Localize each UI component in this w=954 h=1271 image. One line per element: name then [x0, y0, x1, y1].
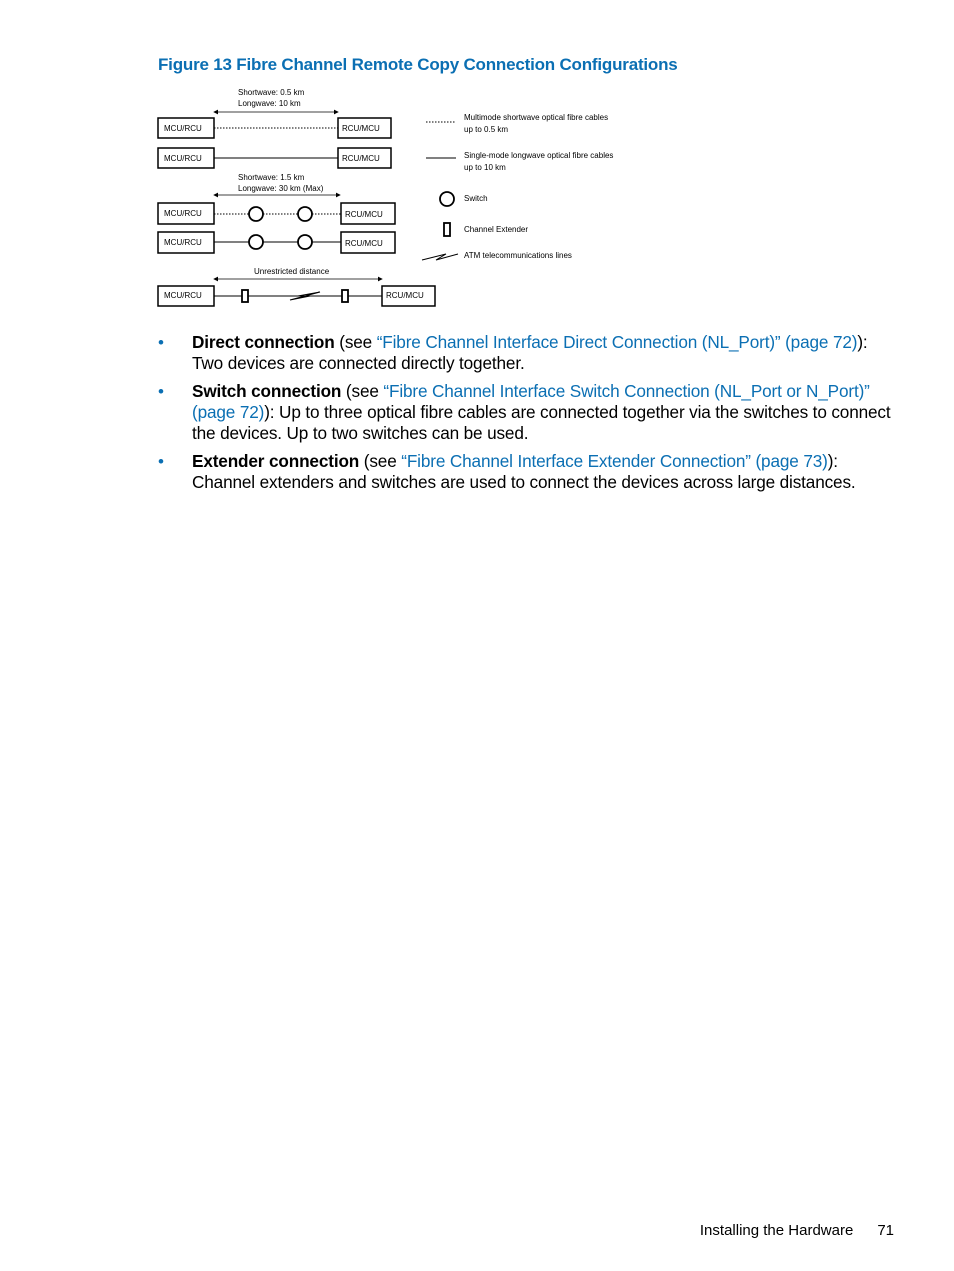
bullet-text: ): Channel extenders and switches are used to connect the devices across large distances.: [192, 451, 856, 492]
distance-label-longwave-10: Longwave: 10 km: [238, 99, 301, 108]
legend-switch-icon: [440, 192, 454, 206]
switch-icon: [298, 207, 312, 221]
figure-title: Figure 13 Fibre Channel Remote Copy Connection Configurations: [158, 55, 678, 74]
bullet-term: Extender connection: [192, 451, 360, 471]
rcu-mcu-label: RCU/MCU: [342, 154, 380, 163]
bullet-text: (see: [341, 381, 384, 401]
legend-switch-text: Switch: [464, 194, 488, 203]
bullet-icon: •: [158, 333, 164, 352]
list-item: [158, 332, 898, 374]
cross-reference-link[interactable]: “Fibre Channel Interface Extender Connection” (page 73): [401, 451, 828, 471]
mcu-rcu-label: MCU/RCU: [164, 238, 202, 247]
rcu-mcu-label: RCU/MCU: [386, 291, 424, 300]
list-item: [158, 381, 898, 444]
connection-diagram: [150, 82, 650, 314]
mcu-rcu-label: MCU/RCU: [164, 209, 202, 218]
channel-extender-icon: [242, 290, 248, 302]
bullet-text: (see: [359, 451, 402, 471]
distance-label-unrestricted: Unrestricted distance: [254, 267, 330, 276]
list-item: [158, 451, 898, 493]
legend-multimode-text-2: up to 0.5 km: [464, 125, 509, 134]
channel-extender-icon: [342, 290, 348, 302]
footer-section-title: Installing the Hardware: [699, 1222, 854, 1239]
bullet-text: ): Two devices are connected directly together.: [192, 332, 868, 373]
connection-types-list: [158, 332, 898, 500]
cross-reference-link[interactable]: “Fibre Channel Interface Switch Connection (NL_Port or N_Port)” (page 72): [192, 381, 870, 422]
legend-extender-text: Channel Extender: [464, 225, 529, 234]
distance-label-shortwave-1-5: Shortwave: 1.5 km: [238, 173, 305, 182]
legend-singlemode-text: Single-mode longwave optical fibre cables: [464, 151, 614, 160]
page-footer: [700, 1222, 894, 1239]
page-number: 71: [877, 1222, 894, 1239]
legend-channel-extender-icon: [444, 223, 450, 236]
legend-multimode-text: Multimode shortwave optical fibre cables: [464, 113, 609, 122]
bullet-text: (see: [334, 332, 377, 352]
rcu-mcu-label: RCU/MCU: [345, 210, 383, 219]
atm-line: [248, 292, 342, 300]
legend-singlemode-text-2: up to 10 km: [464, 163, 506, 172]
bullet-icon: •: [158, 452, 164, 471]
distance-label-longwave-30: Longwave: 30 km (Max): [238, 184, 324, 193]
bullet-term: Direct connection: [192, 332, 335, 352]
switch-icon: [249, 235, 263, 249]
bullet-term: Switch connection: [192, 381, 342, 401]
switch-icon: [249, 207, 263, 221]
mcu-rcu-label: MCU/RCU: [164, 291, 202, 300]
mcu-rcu-label: MCU/RCU: [164, 154, 202, 163]
rcu-mcu-label: RCU/MCU: [345, 239, 383, 248]
cross-reference-link[interactable]: “Fibre Channel Interface Direct Connection (NL_Port)” (page 72): [376, 332, 858, 352]
bullet-text: ): Up to three optical fibre cables are connected together via the switches to connect the devices. Up to two switches can be used.: [192, 402, 891, 443]
bullet-icon: •: [158, 382, 164, 401]
legend-atm-text: ATM telecommunications lines: [464, 251, 572, 260]
rcu-mcu-label: RCU/MCU: [342, 124, 380, 133]
switch-icon: [298, 235, 312, 249]
mcu-rcu-label: MCU/RCU: [164, 124, 202, 133]
legend-atm-icon: [422, 254, 458, 260]
distance-label-shortwave-0-5: Shortwave: 0.5 km: [238, 88, 305, 97]
